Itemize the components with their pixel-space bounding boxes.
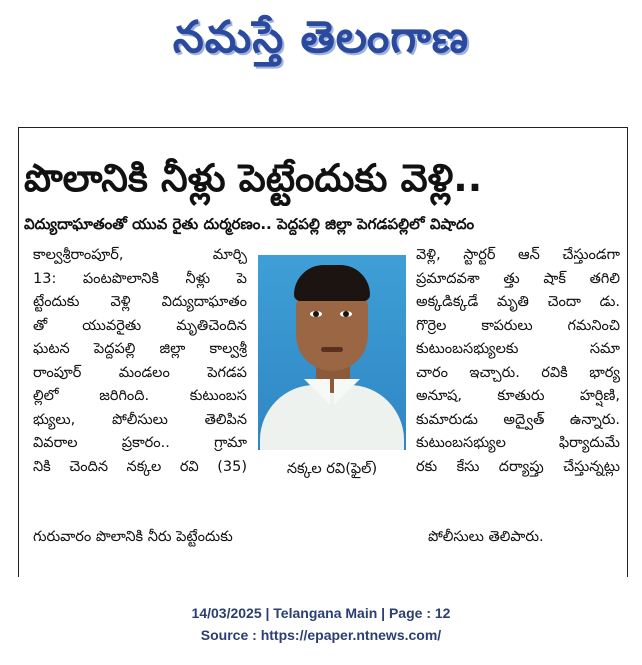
article-column-right (416, 244, 620, 479)
article-tail-left: గురువారం పొలానికి నీరు పెట్టేందుకు (33, 529, 233, 545)
article-line: ల్లిలో జరిగింది. కుటుంబస (33, 388, 247, 404)
article-line: భ్యులు, పోలీసులు తెలిపిన (33, 411, 247, 428)
article-line: రాంపూర్ మండలం పెగడప (33, 364, 247, 381)
article-line: కుటుంబసభ్యులకు సమా (416, 341, 620, 357)
article-column-left (33, 244, 247, 479)
article-line: చారం ఇచ్చారు. రవికి భార్య (416, 364, 620, 381)
article-line: నికి చెందిన నక్కల రవి (35) (33, 458, 247, 475)
article-line: వివరాల ప్రకారం.. గ్రామా (33, 435, 247, 451)
article-line: తో యువరైతు మృతిచెందిన (33, 317, 247, 334)
footer-date-edition: 14/03/2025 | Telangana Main | Page : 12 (191, 605, 451, 621)
article-line: రకు కేసు దర్యాప్తు చేస్తున్నట్లు (416, 458, 620, 475)
article-line: కుటుంబసభ్యుల ఫిర్యాదుమే (416, 435, 620, 451)
article-headline: పొలానికి నీళ్లు పెట్టేందుకు వెళ్లి.. (24, 156, 483, 200)
article-line: అనూష, కూతురు హర్షిణి, (416, 388, 620, 404)
article-line: కుమారుడు అద్వైత్ ఉన్నారు. (416, 411, 620, 428)
footer-source-link[interactable]: Source : https://epaper.ntnews.com/ (200, 627, 442, 643)
photo-hair (294, 265, 370, 301)
article-closing-line (33, 525, 623, 549)
article-line: ట్టేందుకు వెళ్లి విద్యుదాఘాతం (33, 294, 247, 310)
photo-caption: నక్కల రవి(ఫైల్) (286, 461, 378, 477)
photo-eye-right (340, 311, 352, 317)
article-line: వెళ్లి, స్టార్టర్ ఆన్ చేస్తుండగా (416, 247, 620, 263)
article-line: ఘటన పెద్దపల్లి జిల్లా కాల్వశ్రీ (33, 341, 247, 357)
article-line: కాల్వశ్రీరాంపూర్, మార్చి (33, 247, 247, 263)
article-line: గొర్రెల కాపరులు గమనించి (416, 317, 620, 334)
photo-mouth (321, 347, 343, 352)
masthead-logo: నమస్తే తెలంగాణ (172, 12, 470, 63)
article-tail-right: పోలీసులు తెలిపారు. (428, 529, 544, 545)
photo-shirt (260, 385, 404, 450)
photo-collar-left (304, 379, 330, 405)
article-line: అక్కడిక్కడే మృతి చెందా డు. (416, 294, 620, 310)
photo-eye-left (310, 311, 322, 317)
photo-collar-right (334, 379, 360, 405)
article-subheadline: విద్యుదాఘాతంతో యువ రైతు దుర్మరణం.. పెద్దపల్లి జిల్లా పెగడపల్లిలో విషాదం (24, 215, 475, 233)
article-line: ప్రమాదవశా త్తు షాక్ తగిలి (416, 270, 620, 287)
article-line: 13: పంటపొలానికి నీళ్లు పె (33, 270, 247, 287)
portrait-photo (258, 255, 406, 450)
